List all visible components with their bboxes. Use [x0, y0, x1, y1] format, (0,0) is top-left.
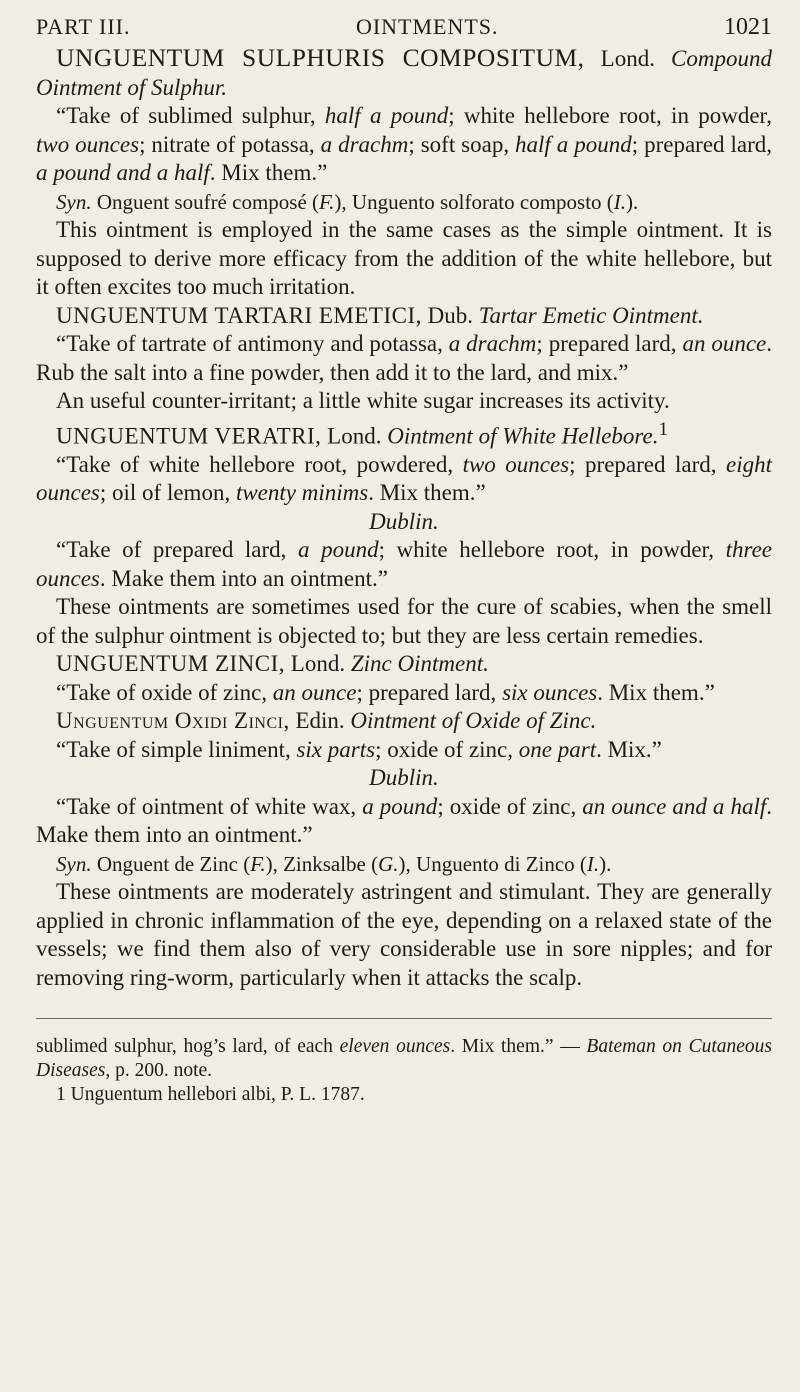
part-label: PART III. [36, 14, 131, 39]
recipe-oxidi-zinci-edin: “Take of simple liniment, six parts; oxide of zinc, one part. Mix.” [56, 736, 662, 762]
commentary-zinc: These ointments are moderately astringent and stimulant. They are generally applied in chronic inflammation of the eye, depending on a relaxed state of the vessels; we find them also of very considerable use in sore nipples; and for removing ring-worm, particularly when it attacks the scalp. [36, 879, 772, 990]
footnote-continuation: sublimed sulphur, hog’s lard, of each eleven ounces. Mix them.” — Bateman on Cutaneous Diseases, p. 200. note. [36, 1036, 773, 1082]
footnote-rule [36, 1018, 772, 1019]
recipe-zinci: “Take of oxide of zinc, an ounce; prepared lard, six ounces. Mix them.” [56, 679, 715, 705]
running-title: OINTMENTS. [355, 14, 499, 39]
footnote-1: 1 Unguentum hellebori albi, P. L. 1787. [56, 1084, 365, 1106]
recipe-tartari: “Take of tartrate of antimony and potassa, a drachm; prepared lard, an ounce. Rub the salt into a fine powder, then add it to the lard, and mix.” [36, 331, 772, 385]
running-header [36, 14, 772, 44]
commentary-veratri: These ointments are sometimes used for the cure of scabies, when the smell of the sulphur ointment is objected to; but they are less certain remedies. [36, 594, 772, 648]
entry-tartari-heading: UNGUENTUM TARTARI EMETICI, Dub. Tartar Emetic Ointment. [56, 302, 704, 328]
recipe-sulphur: “Take of sublimed sulphur, half a pound; white hellebore root, in powder, two ounces; nitrate of potassa, a drachm; soft soap, half a pound; prepared lard, a pound and a half. Mix them.” [36, 103, 773, 185]
main-text [36, 44, 772, 992]
entry-zinci-heading: UNGUENTUM ZINCI, Lond. Zinc Ointment. [56, 651, 489, 677]
footnotes [36, 1035, 772, 1107]
synonyms-sulphur: Syn. Onguent soufré composé (F.), Unguento solforato composto (I.). [56, 189, 639, 214]
entry-oxidi-zinci-heading: Unguentum Oxidi Zinci, Edin. Ointment of Oxide of Zinc. [56, 708, 597, 734]
recipe-veratri-london: “Take of white hellebore root, powdered, two ounces; prepared lard, eight ounces; oil of lemon, twenty minims. Mix them.” [36, 451, 772, 506]
recipe-veratri-dublin: “Take of prepared lard, a pound; white hellebore root, in powder, three ounces. Make them into an ointment.” [36, 537, 772, 591]
entry-veratri-heading: UNGUENTUM VERATRI, Lond. Ointment of White Hellebore.$^1$ [56, 418, 669, 449]
commentary-sulphur: This ointment is employed in the same cases as the simple ointment. It is supposed to derive more efficacy from the addition of the white hellebore, but it often excites too much irritation. [36, 217, 772, 299]
synonyms-zinc: Syn. Onguent de Zinc (F.), Zinksalbe (G.), Unguento di Zinco (I.). [56, 851, 612, 876]
page-number: 1021 [724, 14, 772, 40]
footnote-marker: 1 [658, 418, 669, 440]
recipe-oxidi-zinci-dublin: “Take of ointment of white wax, a pound; oxide of zinc, an ounce and a half. Make them into an ointment.” [36, 793, 773, 848]
commentary-tartari: An useful counter-irritant; a little white sugar increases its activity. [56, 388, 670, 413]
subheading-dublin-1: Dublin. [369, 508, 439, 534]
entry-sulphur-heading: UNGUENTUM SULPHURIS COMPOSITUM, Lond. Compound Ointment of Sulphur. [36, 43, 772, 100]
subheading-dublin-2: Dublin. [369, 765, 439, 791]
